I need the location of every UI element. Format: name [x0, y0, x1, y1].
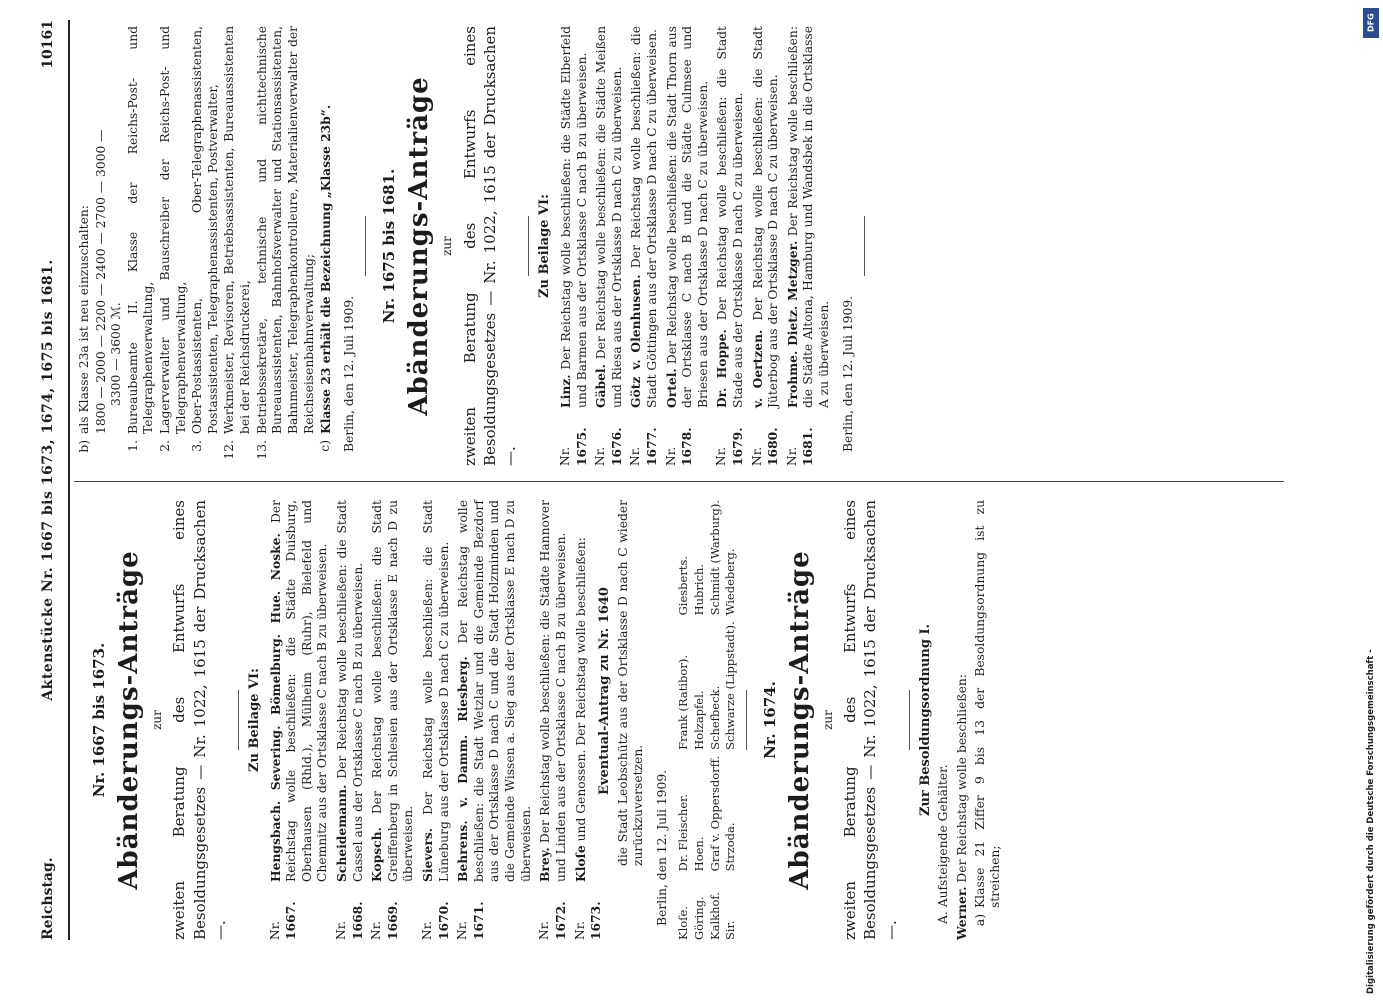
divider — [746, 690, 747, 750]
motion-names: Götz v. Olenhusen. — [628, 274, 644, 408]
motion-names: Frohme. Dietz. Metzger. — [784, 240, 800, 408]
motion-number: Nr. 1673. — [572, 901, 604, 940]
motion-text: Der Reichstag wolle beschließen: die Städte Duisburg, Oberhausen (Rhld.), Mülheim (Ruhr), Bielefeld und Chemnitz aus der Ortsklasse C nach B zu überweisen. — [268, 500, 330, 882]
section-title: Abänderungs-Anträge — [784, 550, 815, 890]
signatory: Giesberts. — [676, 555, 691, 616]
signatories — [676, 500, 737, 940]
section-intro: zweiten Beratung des Entwurfs eines Besoldungsgesetzes — Nr. 1022, 1615 der Drucksachen —. — [460, 26, 520, 466]
beilage-heading: Zu Beilage VI: — [537, 194, 553, 298]
motion-names: Ortel. — [663, 368, 679, 408]
item-text: als Klasse 23a ist neu einzuschalten: — [77, 205, 91, 434]
signatory: Strzoda. — [723, 822, 738, 872]
motion — [750, 26, 782, 466]
motion-text: Der Reichstag wolle beschließen: die Stadt Wetzlar und die Gemeinde Bezdorf aus der Ortsklasse D nach C und die Stadt Holzminden und die Gemeinde Wissen a. Sieg aus der Ortsklasse E nach D zu überweisen. — [456, 500, 533, 882]
motion-number: Nr. 1677. — [628, 427, 659, 466]
motion-number: Nr. 1667. — [267, 901, 299, 940]
list-item: 3. Ober-Postassistenten, Ober-Telegraphenassistenten, Postassistenten, Telegraphenassistenten, Postverwalter, — [190, 26, 220, 452]
motion-names: Sievers. — [420, 827, 436, 882]
motion-text: Der Reichstag wolle beschließen: — [954, 674, 969, 883]
motion-text: Der Reichstag wolle beschließen: die Stadt Stade aus der Ortsklasse D nach C zu überweisen. — [715, 26, 745, 408]
item-label: b) — [77, 440, 91, 453]
motion-names: Linz. — [557, 374, 573, 408]
section-zur: zur — [440, 236, 455, 256]
motion-names: Hengsbach. Severing. Bömelburg. Hue. Noske. — [267, 533, 283, 882]
motion — [558, 26, 590, 466]
section-number: Nr. 1674. — [760, 681, 779, 759]
motion-names: Behrens. v. Damm. Riesberg. — [455, 656, 471, 882]
motion-werner — [954, 500, 971, 940]
signatory: Wiedeberg. — [723, 548, 738, 616]
signatory: Hubrich. — [692, 563, 707, 616]
page-number: 10161 — [40, 20, 56, 69]
motion-number: Nr. 1675. — [557, 427, 589, 466]
salary-line: 1800 — 2000 — 2200 — 2400 — 2700 — 3000 — — [93, 129, 108, 434]
item-text: Klasse 23 erhält die Bezeichnung „Klasse 23b“. — [318, 104, 334, 434]
motion — [628, 26, 660, 466]
motion-text: und Genossen. Der Reichstag wolle beschließen: — [573, 537, 588, 842]
digitization-note: Digitalisierung gefördert durch die Deutsche Forschungsgemeinschaft - — [1366, 649, 1376, 994]
item-label: c) — [318, 440, 333, 452]
list-item: 1. Bureaubeamte II. Klasse der Reichs-Post- und Telegraphenverwaltung, — [125, 26, 156, 452]
signatory: Frank (Ratibor). — [676, 655, 691, 750]
motion-number: Nr. 1676. — [593, 427, 624, 466]
motion-number: Nr. 1681. — [784, 427, 816, 466]
dateline: Berlin, den 12. Juli 1909. — [654, 769, 669, 926]
item-text: Klasse 21 Ziffer 9 bis 13 der Besoldungsordnung ist zu streichen; — [972, 500, 1003, 908]
section-intro: zweiten Beratung des Entwurfs eines Besoldungsgesetzes — Nr. 1022, 1615 der Drucksachen —. — [841, 500, 900, 940]
motion — [268, 500, 331, 940]
motion-names: Brey. — [537, 847, 553, 882]
motion-names: v. Oertzen. — [749, 329, 765, 408]
dateline: Berlin, den 12. Juli 1909. — [840, 295, 855, 452]
header-rule — [68, 20, 70, 940]
motion-number: Nr. 1671. — [455, 901, 486, 940]
dateline: Berlin, den 12. Juli 1909. — [341, 295, 356, 452]
list-item — [77, 26, 93, 466]
divider — [864, 216, 865, 276]
motion-number: Nr. 1680. — [749, 427, 781, 466]
motion-text: Der Reichstag wolle beschließen: die Stadt Lüneburg aus der Ortsklasse D nach C zu überweisen. — [421, 500, 451, 882]
motion-number: Nr. 1672. — [537, 901, 568, 940]
motion — [573, 500, 647, 940]
dfg-logo: DFG — [1363, 8, 1379, 38]
salary-line: 3300 — 3600 ℳ. — [109, 302, 124, 406]
signatory: Hoen. — [692, 836, 707, 872]
motion — [714, 26, 746, 466]
motion-number: Nr. 1679. — [714, 427, 745, 466]
motion-names: Werner. — [953, 886, 969, 940]
signatory: Schmidt (Warburg). — [707, 500, 722, 616]
section-number: Nr. 1667 bis 1673. — [90, 642, 108, 798]
sub-a: A. Aufsteigende Gehälter. — [936, 764, 951, 924]
signatory: Holzapfel. — [692, 690, 707, 750]
motion — [593, 26, 625, 466]
motion-text: Der Reichstag wolle beschließen: die Stadt Jüterbog aus der Ortsklasse D nach C zu überweisen. — [750, 26, 781, 408]
motion-text: Der Reichstag wolle beschließen: die Stadt Greiffenberg in Schlesien aus der Ortsklasse E nach D zu überweisen. — [370, 500, 416, 882]
signatory: Dr. Fleischer. — [676, 793, 691, 872]
motion-number: Nr. 1670. — [420, 901, 451, 940]
motion-names: Dr. Hoppe. — [714, 329, 730, 408]
motion — [369, 500, 417, 940]
divider — [528, 216, 529, 276]
section-zur: zur — [820, 710, 835, 730]
right-column — [76, 26, 873, 466]
motion — [334, 500, 366, 940]
signatory: Kalkhof. — [707, 892, 722, 940]
header-left: Reichstag. — [40, 857, 56, 940]
motion-text: Der Reichstag wolle beschließen: die Städte Elberfeld und Barmen aus der Ortsklasse C nach B zu überweisen. — [558, 26, 589, 408]
signatory: Sir. — [723, 920, 738, 940]
list-item: 13. Betriebssekretäre, technische und nichttechnische Bureauassistenten, Bahnhofsverwalter und Stationsassistenten, Bahnmeister, Telegraphenkontrolleure, Materialienverwalter der Reichseisenbahnverwaltung; — [254, 26, 316, 460]
motion-text: Der Reichstag wolle beschließen: die Stadt Thorn aus der Ortsklasse C nach B und die Städte Culmsee und Briesen aus der Ortsklasse D nach C zu überweisen. — [664, 26, 710, 408]
section-zur: zur — [150, 710, 165, 730]
motion-text: Der Reichstag wolle beschließen: die Stadt Cassel aus der Ortsklasse C nach B zu überweisen. — [334, 500, 365, 882]
section-intro: zweiten Beratung des Entwurfs eines Besoldungsgesetzes — Nr. 1022, 1615 der Drucksachen —. — [170, 500, 229, 940]
motion — [455, 500, 534, 940]
divider — [365, 216, 366, 276]
signatory: Schwarze (Lippstadt). — [723, 621, 738, 750]
motion-names: Gäbel. — [593, 364, 609, 408]
sub-title: Zur Besoldungsordnung I. — [917, 623, 933, 817]
header-center: Aktenstücke Nr. 1667 bis 1673, 1674, 1675 bis 1681. — [40, 259, 56, 701]
page-header — [40, 20, 64, 940]
signatory: Graf v. Oppersdorff. — [707, 755, 722, 872]
list-item — [318, 26, 334, 466]
divider — [238, 690, 239, 750]
motion — [420, 500, 452, 940]
section-title: Abänderungs-Anträge — [404, 76, 435, 416]
motion-number: Nr. 1668. — [333, 901, 365, 940]
beilage-heading: Zu Beilage VI: — [247, 668, 263, 772]
signatory: Kloſe. — [676, 906, 691, 940]
left-column — [76, 500, 1005, 940]
signatory: Schefbeck. — [707, 685, 722, 750]
motion-names: Scheidemann. — [333, 784, 349, 882]
motion — [537, 500, 569, 940]
rotated-page — [40, 20, 1310, 940]
motion-names: Kopsch. — [369, 827, 385, 882]
list-item: 12. Werkmeister, Revisoren, Betriebsassistenten, Bureauassistenten bei der Reichsdruckerei, — [222, 26, 253, 460]
column-rule — [74, 481, 1284, 482]
list-item — [973, 500, 1004, 940]
eventual-title: Eventual-Antrag zu Nr. 1640 — [597, 587, 613, 795]
motion-number: Nr. 1669. — [369, 901, 400, 940]
divider — [909, 690, 910, 750]
motion-names: Kloſe — [572, 845, 588, 882]
motion-text: Der Reichstag wolle beschließen: die Städte Altona, Hamburg und Wandsbek in die Ortsklasse A zu überweisen. — [785, 26, 832, 408]
list-item: 2. Lagerverwalter und Bauschreiber der Reichs-Post- und Telegraphenverwaltung, — [158, 26, 188, 452]
item-label: a) — [972, 914, 987, 927]
section-title: Abänderungs-Anträge — [114, 550, 145, 890]
motion-text: Der Reichstag wolle beschließen: die Städte Hannover und Linden aus der Ortsklasse C nach B zu überweisen. — [538, 500, 568, 882]
eventual-text: die Stadt Leobschütz aus der Ortsklasse D nach C wieder zurückzuversetzen. — [615, 500, 646, 866]
motion-text: Der Reichstag wolle beschließen: die Städte Meißen und Riesa aus der Ortsklasse D nach C zu überweisen. — [594, 26, 624, 408]
signatory: Göring. — [692, 896, 707, 940]
section-number: Nr. 1675 bis 1681. — [380, 168, 399, 324]
motion — [785, 26, 833, 466]
motion-text: Der Reichstag wolle beschließen: die Stadt Göttingen aus der Ortsklasse D nach C zu überweisen. — [629, 26, 659, 408]
motion — [664, 26, 712, 466]
motion-number: Nr. 1678. — [663, 427, 695, 466]
